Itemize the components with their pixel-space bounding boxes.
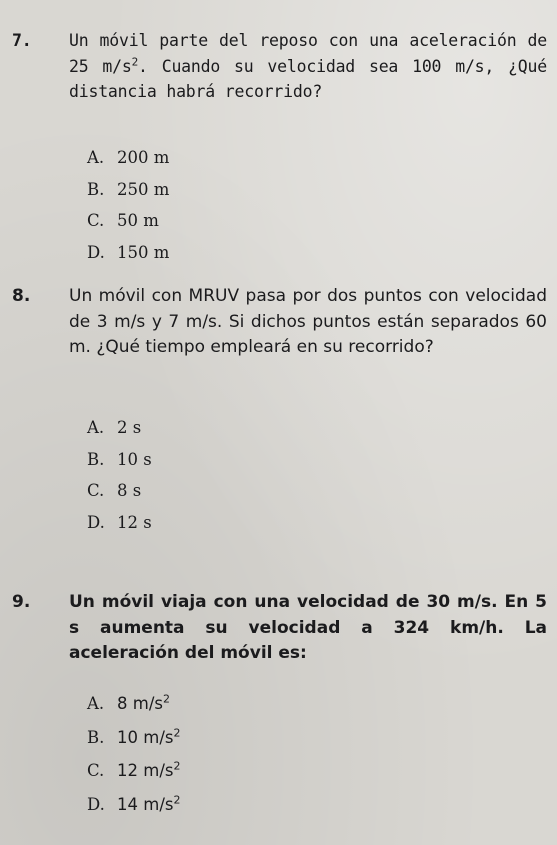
option-9b[interactable]: [87, 728, 180, 762]
option-9c[interactable]: [87, 761, 180, 795]
option-letter: C.: [87, 211, 105, 230]
option-value-text: 14 m/s: [117, 794, 174, 814]
option-letter: C.: [87, 481, 105, 500]
question-7-exponent: 2: [131, 55, 139, 68]
option-8c[interactable]: [87, 481, 152, 513]
question-9: [6, 590, 547, 667]
question-7-text: [6, 28, 547, 105]
option-letter: C.: [87, 761, 105, 780]
question-9-options: [87, 694, 180, 828]
question-9-number: 9.: [12, 592, 31, 612]
option-8b[interactable]: [87, 450, 152, 482]
option-value: 8 s: [117, 481, 142, 500]
question-7: [6, 28, 547, 105]
question-8-options: [87, 418, 152, 544]
option-letter: A.: [87, 694, 105, 713]
option-exponent: 2: [173, 759, 181, 773]
option-value: [117, 694, 170, 713]
option-letter: B.: [87, 727, 105, 747]
option-exponent: 2: [173, 793, 181, 806]
option-exponent: 2: [162, 692, 170, 706]
option-value: 12 s: [117, 512, 152, 532]
question-9-text: [6, 590, 547, 667]
option-value-text: 12 m/s: [117, 761, 174, 780]
option-value-text: 10 m/s: [117, 727, 174, 747]
option-value: 150 m: [117, 242, 170, 262]
question-7-number: 7.: [12, 31, 32, 50]
option-value-text: 8 m/s: [117, 694, 163, 713]
option-value: 250 m: [117, 179, 170, 199]
option-value: 50 m: [117, 211, 159, 230]
question-9-body: Un móvil viaja con una velocidad de 30 m/s. En 5 s aumenta su velocidad a 324 km/h. La aceleración del móvil es:: [69, 592, 547, 663]
option-value: 10 s: [117, 449, 152, 469]
option-value: [117, 761, 180, 780]
option-8a[interactable]: [87, 418, 152, 450]
option-value: [117, 728, 180, 747]
question-8: [6, 284, 547, 361]
option-exponent: 2: [173, 726, 181, 739]
option-value: 200 m: [117, 148, 170, 167]
option-letter: A.: [87, 148, 105, 167]
question-8-body: Un móvil con MRUV pasa por dos puntos con velocidad de 3 m/s y 7 m/s. Si dichos puntos están separados 60 m. ¿Qué tiempo empleará en su recorrido?: [69, 286, 547, 357]
option-letter: D.: [87, 512, 105, 532]
question-7-text-part-2: . Cuando su velocidad sea 100 m/s, ¿Qué distancia habrá recorrido?: [69, 56, 548, 101]
option-letter: B.: [87, 179, 105, 199]
option-7a[interactable]: [87, 148, 169, 180]
question-7-options: [87, 148, 169, 274]
option-9a[interactable]: [87, 694, 180, 728]
question-7-text-part-1: Un móvil parte del reposo con una aceleración de 25 m/s: [69, 31, 547, 76]
option-letter: D.: [87, 242, 105, 262]
option-letter: D.: [87, 794, 105, 814]
question-8-text: [6, 284, 547, 361]
option-8d[interactable]: [87, 513, 152, 545]
option-letter: A.: [87, 418, 105, 437]
option-9d[interactable]: [87, 795, 180, 829]
option-value: 2 s: [117, 418, 142, 437]
option-letter: B.: [87, 449, 105, 469]
option-7b[interactable]: [87, 180, 169, 212]
question-8-number: 8.: [12, 286, 31, 306]
option-7d[interactable]: [87, 243, 169, 275]
option-value: [117, 795, 180, 814]
option-7c[interactable]: [87, 211, 169, 243]
